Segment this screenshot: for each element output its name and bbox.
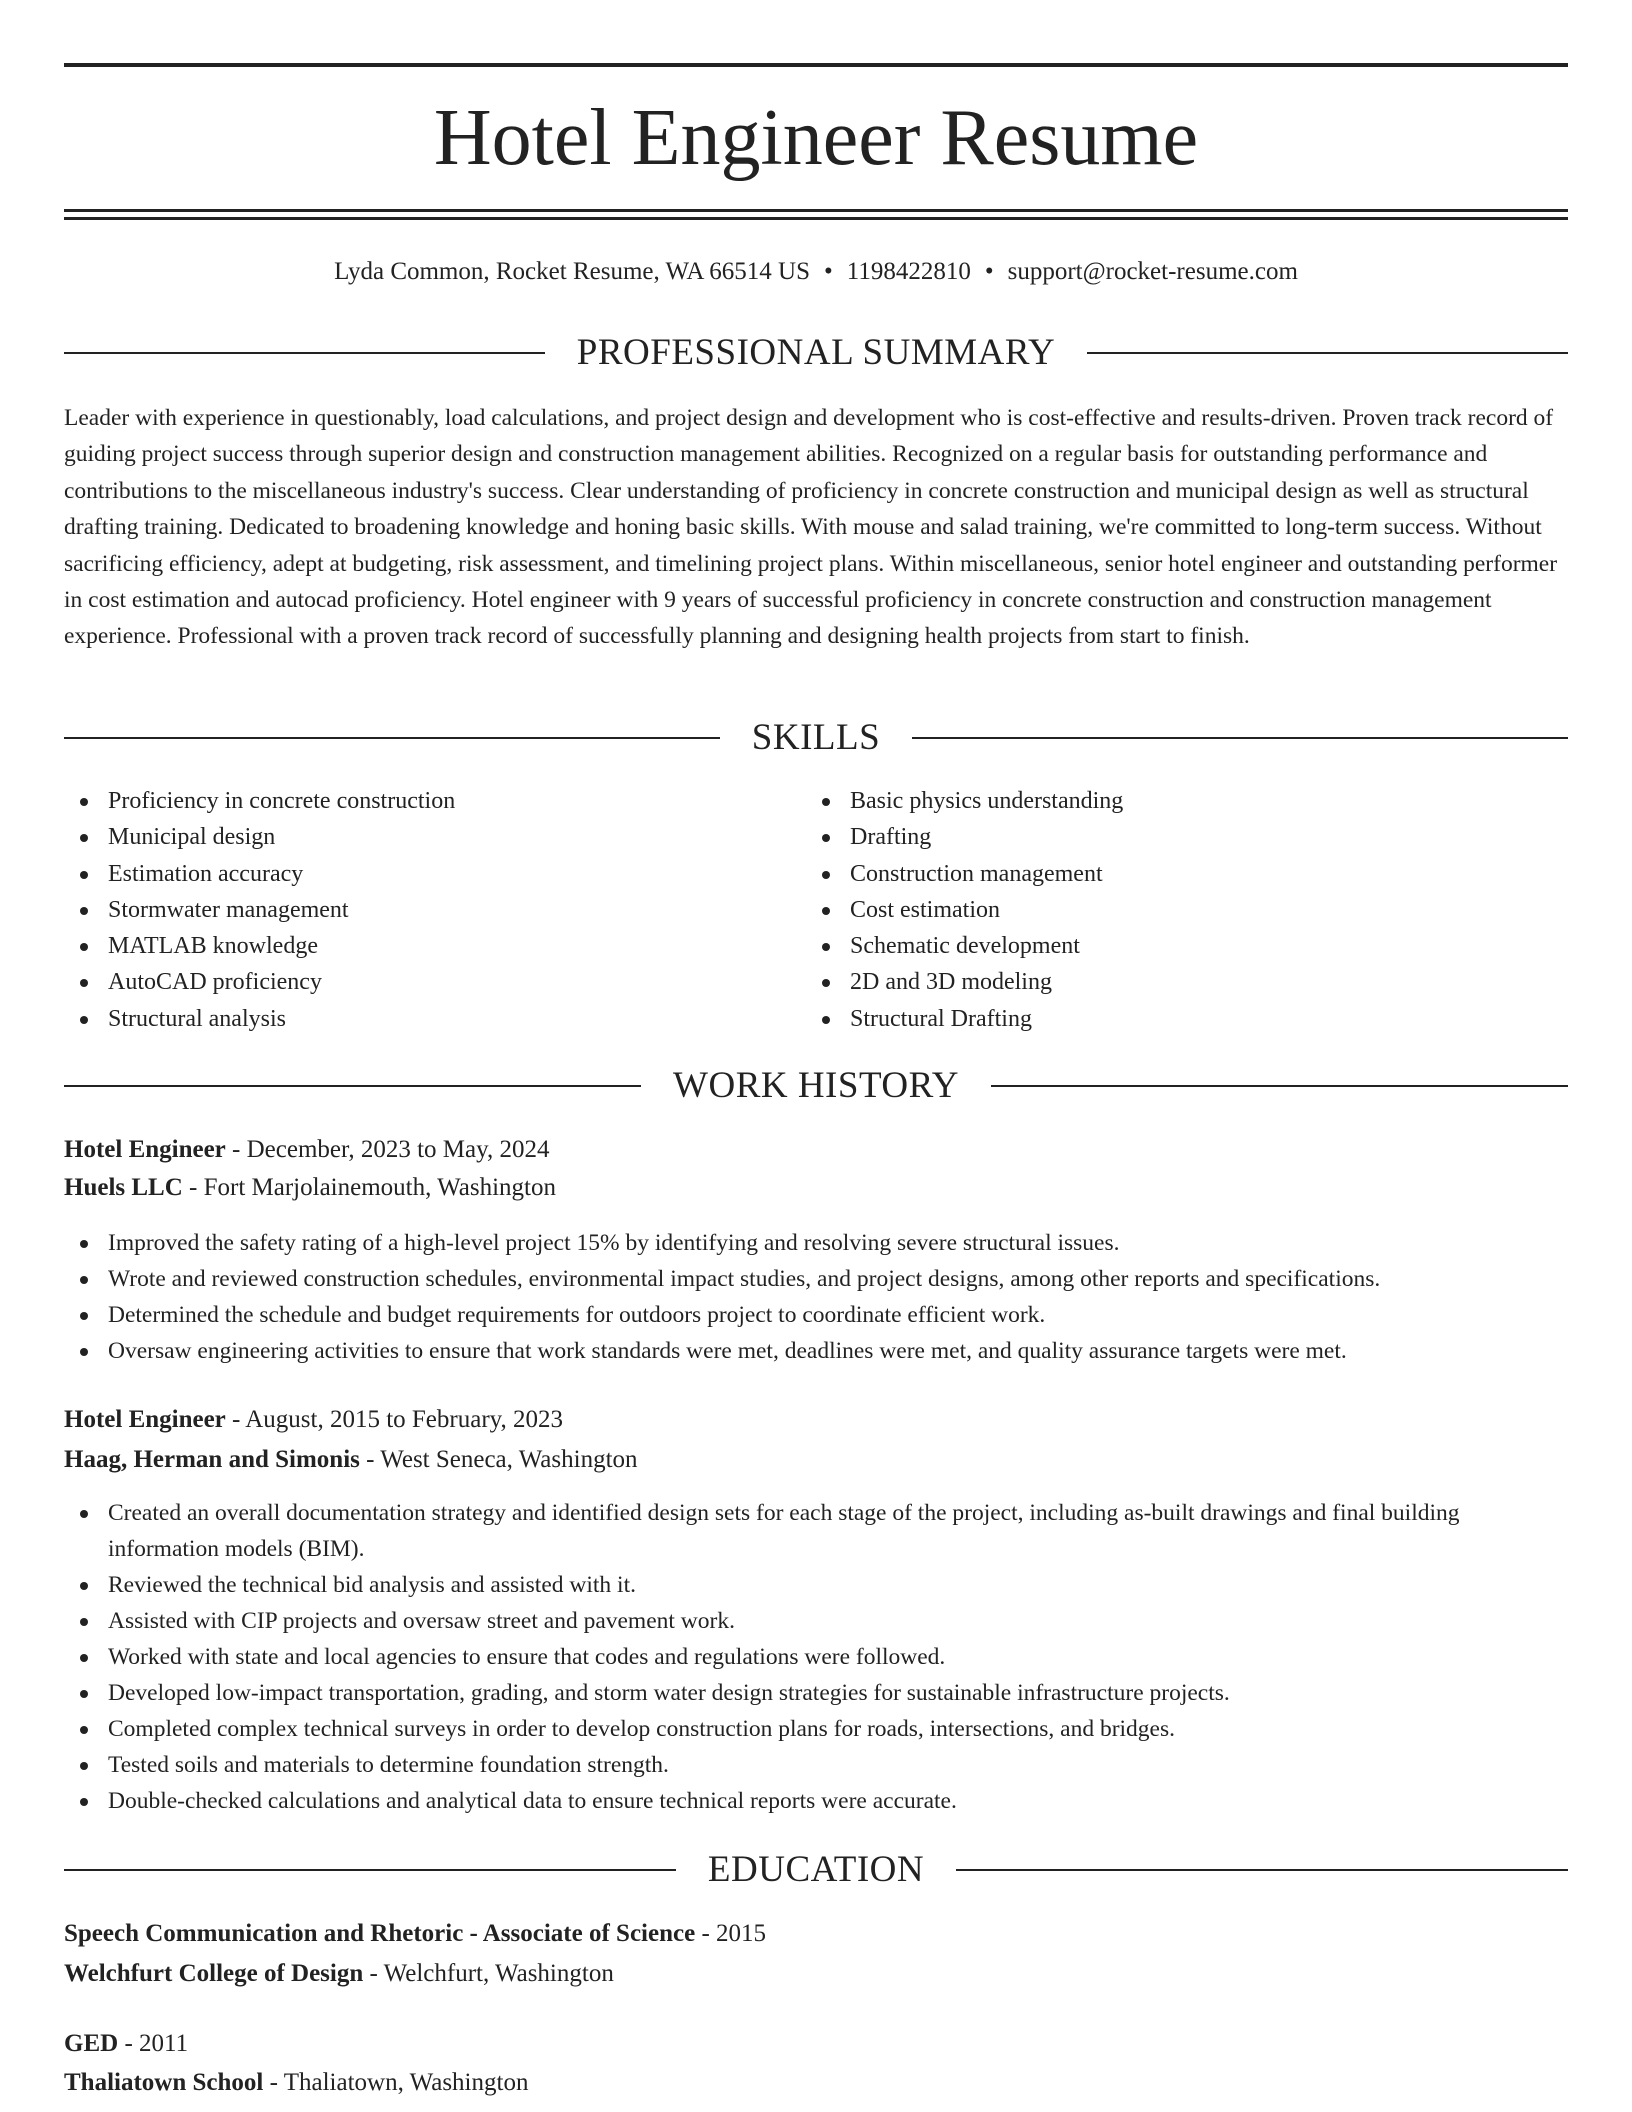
skill-item: Structural Drafting bbox=[806, 1001, 1566, 1037]
job-bullet: Determined the schedule and budget requirements for outdoors project to coordinate efficient work. bbox=[64, 1297, 1568, 1333]
section-heading-skills bbox=[64, 716, 1568, 760]
section-heading-education bbox=[64, 1848, 1568, 1892]
education-school: Thaliatown School bbox=[64, 2069, 264, 2096]
skill-item: Cost estimation bbox=[806, 892, 1566, 928]
heading-rule bbox=[1087, 352, 1568, 354]
education-degree-line bbox=[64, 2027, 188, 2061]
job-bullets bbox=[64, 1495, 1568, 1819]
skills-list-right bbox=[806, 783, 1566, 1037]
heading-rule bbox=[64, 352, 545, 354]
skill-item: MATLAB knowledge bbox=[64, 928, 804, 964]
job-location: - West Seneca, Washington bbox=[359, 1446, 638, 1473]
skills-list-left bbox=[64, 783, 804, 1037]
section-title: EDUCATION bbox=[707, 1849, 925, 1890]
resume-title: Hotel Engineer Resume bbox=[433, 94, 1199, 182]
education-year: - 2011 bbox=[118, 2030, 189, 2057]
skill-item: Drafting bbox=[806, 819, 1566, 855]
job-company: Huels LLC bbox=[64, 1174, 183, 1201]
section-heading-work bbox=[64, 1064, 1568, 1108]
heading-rule bbox=[956, 1869, 1568, 1871]
job-bullet: Oversaw engineering activities to ensure that work standards were met, deadlines were met, and quality assurance targets were met. bbox=[64, 1333, 1568, 1369]
section-title: PROFESSIONAL SUMMARY bbox=[576, 332, 1056, 373]
job-bullet: Developed low-impact transportation, grading, and storm water design strategies for sustainable infrastructure projects. bbox=[64, 1675, 1568, 1711]
skill-item: Estimation accuracy bbox=[64, 856, 804, 892]
job-bullets bbox=[64, 1225, 1568, 1369]
education-degree: Speech Communication and Rhetoric - Associate of Science bbox=[64, 1920, 696, 1947]
skill-item: Basic physics understanding bbox=[806, 783, 1566, 819]
skill-item: Schematic development bbox=[806, 928, 1566, 964]
skill-item: Structural analysis bbox=[64, 1001, 804, 1037]
job-bullet: Improved the safety rating of a high-level project 15% by identifying and resolving severe structural issues. bbox=[64, 1225, 1568, 1261]
summary-text: Leader with experience in questionably, load calculations, and project design and development who is cost-effective and results-driven. Proven track record of guiding project success through superior design and construction management abilities. Recognized on a regular basis for outstanding performance and contributions to the miscellaneous industry's success. Clear understanding of proficiency in concrete construction and municipal design as well as structural drafting training. Dedicated to broadening knowledge and honing basic skills. With mouse and salad training, we're committed to long-term success. Without sacrificing efficiency, adept at budgeting, risk assessment, and timelining project plans. Within miscellaneous, senior hotel engineer and outstanding performer in cost estimation and autocad proficiency. Hotel engineer with 9 years of successful proficiency in concrete construction and construction management experience. Professional with a proven track record of successfully planning and designing health projects from start to finish. bbox=[64, 405, 1558, 650]
contact-email: support@rocket-resume.com bbox=[1007, 258, 1298, 285]
contact-separator: • bbox=[824, 258, 833, 285]
job-bullet: Created an overall documentation strategy and identified design sets for each stage of the project, including as-built drawings and final building information models (BIM). bbox=[64, 1495, 1568, 1567]
job-title: Hotel Engineer bbox=[64, 1136, 226, 1163]
heading-rule bbox=[991, 1085, 1568, 1087]
education-school-line bbox=[64, 2066, 528, 2100]
contact-separator: • bbox=[984, 258, 994, 285]
job-bullet: Tested soils and materials to determine foundation strength. bbox=[64, 1747, 1568, 1783]
title-double-rule bbox=[64, 209, 1568, 220]
heading-rule bbox=[64, 1085, 641, 1087]
skill-item: Municipal design bbox=[64, 819, 804, 855]
job-title-line bbox=[64, 1403, 563, 1437]
job-location: - Fort Marjolainemouth, Washington bbox=[182, 1174, 556, 1201]
job-dates: - August, 2015 to February, 2023 bbox=[225, 1406, 564, 1433]
job-title-line bbox=[64, 1133, 549, 1167]
top-rule bbox=[64, 63, 1568, 67]
section-heading-summary bbox=[64, 331, 1568, 375]
job-bullet: Reviewed the technical bid analysis and assisted with it. bbox=[64, 1567, 1568, 1603]
skill-item: Stormwater management bbox=[64, 892, 804, 928]
contact-line bbox=[64, 255, 1568, 289]
job-bullet: Double-checked calculations and analytical data to ensure technical reports were accurate. bbox=[64, 1783, 1568, 1819]
education-school: Welchfurt College of Design bbox=[64, 1960, 364, 1987]
job-company-line bbox=[64, 1443, 638, 1477]
job-dates: - December, 2023 to May, 2024 bbox=[225, 1136, 550, 1163]
education-year: - 2015 bbox=[695, 1920, 767, 1947]
section-title: WORK HISTORY bbox=[673, 1065, 959, 1106]
education-school-line bbox=[64, 1957, 614, 1991]
contact-phone: 1198422810 bbox=[846, 258, 971, 285]
education-location: - Welchfurt, Washington bbox=[363, 1960, 614, 1987]
skill-item: 2D and 3D modeling bbox=[806, 964, 1566, 1000]
job-bullet: Worked with state and local agencies to ensure that codes and regulations were followed. bbox=[64, 1639, 1568, 1675]
job-bullet: Wrote and reviewed construction schedules, environmental impact studies, and project designs, among other reports and specifications. bbox=[64, 1261, 1568, 1297]
section-title: SKILLS bbox=[751, 717, 881, 758]
heading-rule bbox=[64, 737, 720, 739]
education-degree-line bbox=[64, 1917, 766, 1951]
job-title: Hotel Engineer bbox=[64, 1406, 226, 1433]
education-degree: GED bbox=[64, 2030, 119, 2057]
job-bullet: Completed complex technical surveys in order to develop construction plans for roads, intersections, and bridges. bbox=[64, 1711, 1568, 1747]
job-company-line bbox=[64, 1171, 556, 1205]
skill-item: Construction management bbox=[806, 856, 1566, 892]
job-bullet: Assisted with CIP projects and oversaw street and pavement work. bbox=[64, 1603, 1568, 1639]
contact-address: Lyda Common, Rocket Resume, WA 66514 US bbox=[334, 258, 810, 285]
education-location: - Thaliatown, Washington bbox=[263, 2069, 529, 2096]
skill-item: Proficiency in concrete construction bbox=[64, 783, 804, 819]
job-company: Haag, Herman and Simonis bbox=[64, 1446, 360, 1473]
heading-rule bbox=[912, 737, 1568, 739]
skill-item: AutoCAD proficiency bbox=[64, 964, 804, 1000]
heading-rule bbox=[64, 1869, 676, 1871]
